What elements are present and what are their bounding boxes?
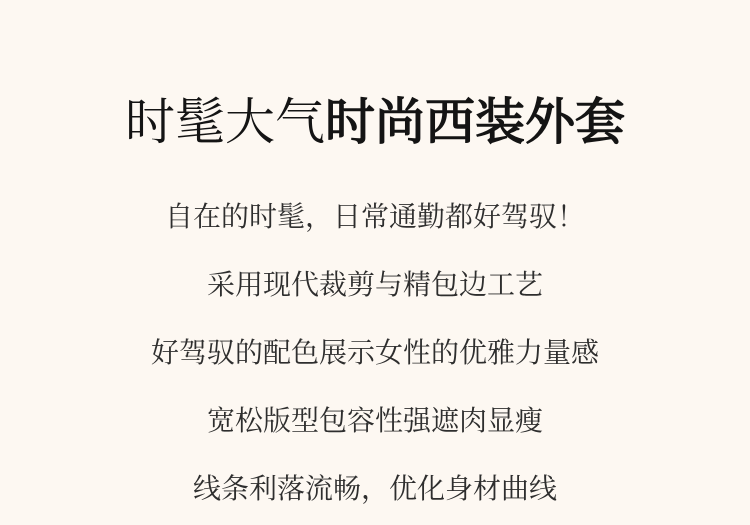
selling-point-line-5: 线条利落流畅，优化身材曲线 (192, 473, 557, 504)
selling-point-line-1: 自在的时髦，日常通勤都好驾驭！ (164, 201, 585, 232)
product-title-light-part: 时髦大气 (125, 94, 325, 150)
selling-point-line-3: 好驾驭的配色展示女性的优雅力量感 (150, 337, 599, 368)
product-title-bold-part: 时尚西装外套 (325, 94, 625, 150)
product-title (0, 94, 750, 150)
selling-point-line-2: 采用现代裁剪与精包边工艺 (206, 269, 543, 300)
selling-point-line-4: 宽松版型包容性强遮肉显瘦 (206, 405, 543, 436)
